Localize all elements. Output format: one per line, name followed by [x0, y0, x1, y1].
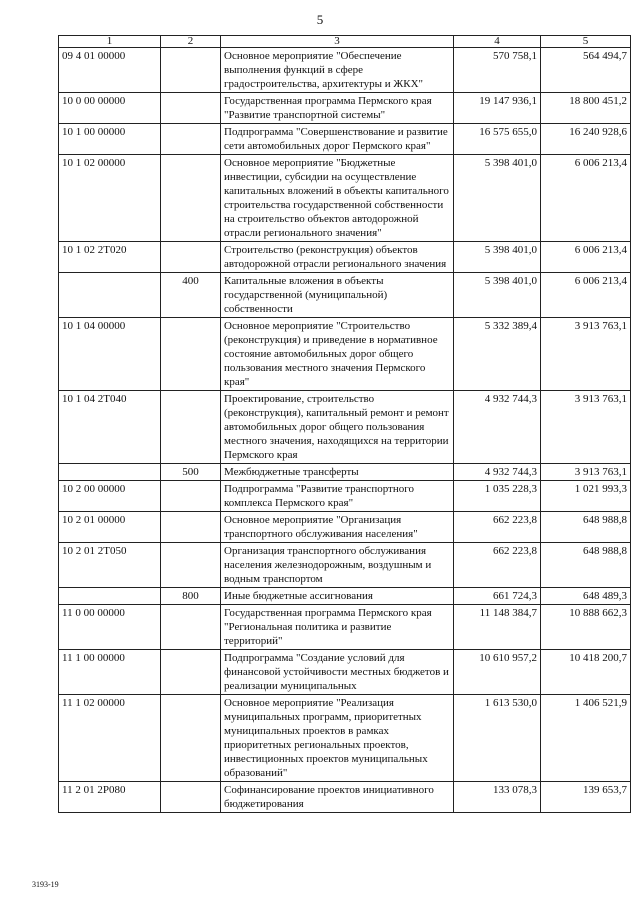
table-row	[59, 543, 631, 588]
row-code: 09 4 01 00000	[59, 48, 161, 93]
column-header: 2	[161, 36, 221, 48]
table-row	[59, 695, 631, 782]
row-code: 10 1 00 00000	[59, 124, 161, 155]
row-expense-type	[161, 695, 221, 782]
row-value-2021: 3 913 763,1	[541, 464, 631, 481]
row-expense-type	[161, 318, 221, 391]
table-row	[59, 391, 631, 464]
row-code: 10 1 04 2Т040	[59, 391, 161, 464]
row-value-2020: 5 398 401,0	[454, 273, 541, 318]
row-value-2021: 3 913 763,1	[541, 318, 631, 391]
row-expense-type	[161, 124, 221, 155]
row-value-2020: 661 724,3	[454, 588, 541, 605]
row-value-2020: 16 575 655,0	[454, 124, 541, 155]
table-row	[59, 512, 631, 543]
table-row	[59, 782, 631, 813]
row-code	[59, 588, 161, 605]
table-header-row	[59, 36, 631, 48]
row-name: Основное мероприятие "Организация транспортного обслуживания населения"	[221, 512, 454, 543]
row-value-2020: 133 078,3	[454, 782, 541, 813]
table-row	[59, 273, 631, 318]
row-expense-type	[161, 481, 221, 512]
row-value-2020: 11 148 384,7	[454, 605, 541, 650]
column-header: 4	[454, 36, 541, 48]
row-name: Подпрограмма "Развитие транспортного комплекса Пермского края"	[221, 481, 454, 512]
row-name: Основное мероприятие "Обеспечение выполнения функций в сфере градостроительства, архитектуры и ЖКХ"	[221, 48, 454, 93]
row-value-2021: 6 006 213,4	[541, 155, 631, 242]
row-name: Организация транспортного обслуживания населения железнодорожным, воздушным и водным транспортом	[221, 543, 454, 588]
row-value-2021: 3 913 763,1	[541, 391, 631, 464]
row-expense-type	[161, 155, 221, 242]
table-row	[59, 588, 631, 605]
row-expense-type	[161, 650, 221, 695]
row-code	[59, 273, 161, 318]
row-name: Строительство (реконструкция) объектов автодорожной отрасли регионального значения	[221, 242, 454, 273]
row-expense-type: 500	[161, 464, 221, 481]
row-name: Капитальные вложения в объекты государственной (муниципальной) собственности	[221, 273, 454, 318]
row-name: Софинансирование проектов инициативного бюджетирования	[221, 782, 454, 813]
row-name: Основное мероприятие "Строительство (реконструкция) и приведение в нормативное состояние автомобильных дорог общего пользования местного значения Пермского края"	[221, 318, 454, 391]
row-value-2021: 139 653,7	[541, 782, 631, 813]
row-code: 11 2 01 2Р080	[59, 782, 161, 813]
row-name: Подпрограмма "Совершенствование и развитие сети автомобильных дорог Пермского края"	[221, 124, 454, 155]
row-value-2021: 564 494,7	[541, 48, 631, 93]
table-row	[59, 318, 631, 391]
row-name: Проектирование, строительство (реконструкция), капитальный ремонт и ремонт автомобильных дорог общего пользования местного значения, находящихся на территории Пермского края	[221, 391, 454, 464]
row-name: Межбюджетные трансферты	[221, 464, 454, 481]
row-expense-type	[161, 48, 221, 93]
row-name: Иные бюджетные ассигнования	[221, 588, 454, 605]
table-row	[59, 464, 631, 481]
row-value-2020: 1 035 228,3	[454, 481, 541, 512]
row-expense-type: 400	[161, 273, 221, 318]
row-value-2020: 570 758,1	[454, 48, 541, 93]
row-value-2021: 648 988,8	[541, 543, 631, 588]
row-value-2021: 648 988,8	[541, 512, 631, 543]
table-row	[59, 650, 631, 695]
row-name: Подпрограмма "Создание условий для финансовой устойчивости местных бюджетов и реализации муниципальных	[221, 650, 454, 695]
row-name: Государственная программа Пермского края "Региональная политика и развитие территорий"	[221, 605, 454, 650]
table-row	[59, 242, 631, 273]
row-value-2020: 5 332 389,4	[454, 318, 541, 391]
row-code: 10 2 01 2Т050	[59, 543, 161, 588]
row-expense-type	[161, 605, 221, 650]
row-expense-type	[161, 782, 221, 813]
row-value-2021: 16 240 928,6	[541, 124, 631, 155]
row-value-2020: 662 223,8	[454, 512, 541, 543]
row-value-2021: 1 406 521,9	[541, 695, 631, 782]
table-row	[59, 155, 631, 242]
row-name: Основное мероприятие "Реализация муниципальных программ, приоритетных муниципальных проектов в рамках приоритетных региональных проектов, инвестиционных проектов муниципальных образований"	[221, 695, 454, 782]
row-expense-type	[161, 543, 221, 588]
row-name: Основное мероприятие "Бюджетные инвестиции, субсидии на осуществление капитальных вложений в объекты капитального строительства государственной собственности на строительство объектов автодорожной отрасли регионального значения"	[221, 155, 454, 242]
row-name: Государственная программа Пермского края "Развитие транспортной системы"	[221, 93, 454, 124]
table-row	[59, 48, 631, 93]
row-value-2021: 6 006 213,4	[541, 242, 631, 273]
table-row	[59, 481, 631, 512]
column-header: 5	[541, 36, 631, 48]
row-code: 10 1 02 2Т020	[59, 242, 161, 273]
row-value-2021: 1 021 993,3	[541, 481, 631, 512]
row-value-2021: 10 888 662,3	[541, 605, 631, 650]
row-value-2021: 648 489,3	[541, 588, 631, 605]
table-row	[59, 605, 631, 650]
row-value-2020: 4 932 744,3	[454, 464, 541, 481]
row-expense-type	[161, 391, 221, 464]
row-value-2021: 10 418 200,7	[541, 650, 631, 695]
row-expense-type: 800	[161, 588, 221, 605]
table-row	[59, 124, 631, 155]
page-number: 5	[316, 12, 324, 27]
row-code: 11 1 00 00000	[59, 650, 161, 695]
row-code	[59, 464, 161, 481]
document-code: 3193-19	[32, 880, 59, 889]
row-value-2020: 1 613 530,0	[454, 695, 541, 782]
row-code: 10 0 00 00000	[59, 93, 161, 124]
row-code: 10 1 02 00000	[59, 155, 161, 242]
row-code: 11 0 00 00000	[59, 605, 161, 650]
budget-table	[58, 35, 631, 813]
row-code: 10 2 01 00000	[59, 512, 161, 543]
row-expense-type	[161, 242, 221, 273]
column-header: 3	[221, 36, 454, 48]
row-value-2020: 662 223,8	[454, 543, 541, 588]
row-value-2021: 18 800 451,2	[541, 93, 631, 124]
row-code: 10 1 04 00000	[59, 318, 161, 391]
row-value-2020: 10 610 957,2	[454, 650, 541, 695]
row-value-2020: 19 147 936,1	[454, 93, 541, 124]
row-value-2020: 5 398 401,0	[454, 242, 541, 273]
row-value-2020: 4 932 744,3	[454, 391, 541, 464]
column-header: 1	[59, 36, 161, 48]
row-value-2021: 6 006 213,4	[541, 273, 631, 318]
row-value-2020: 5 398 401,0	[454, 155, 541, 242]
row-code: 11 1 02 00000	[59, 695, 161, 782]
row-expense-type	[161, 512, 221, 543]
row-code: 10 2 00 00000	[59, 481, 161, 512]
row-expense-type	[161, 93, 221, 124]
table-row	[59, 93, 631, 124]
